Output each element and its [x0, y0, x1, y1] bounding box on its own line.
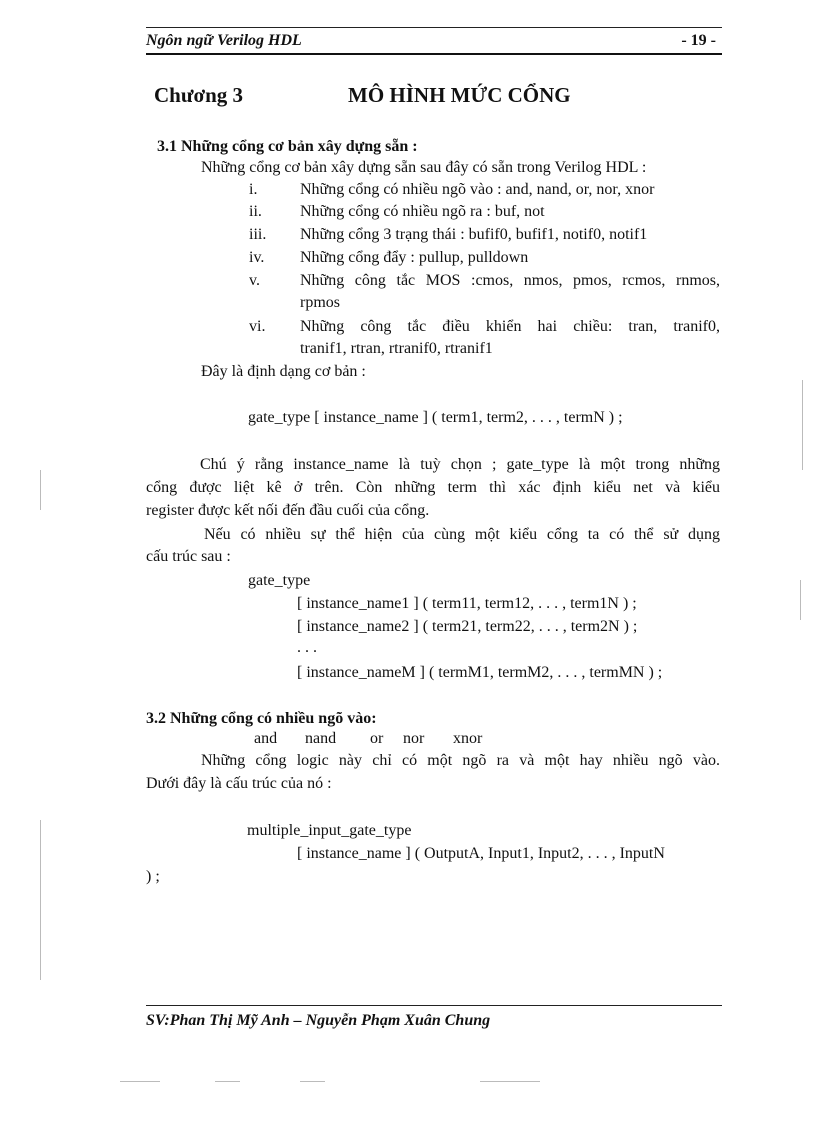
list-item-text: Những công tắc điều khiển hai chiều: tran, tranif0,	[300, 318, 720, 335]
gate-keyword: and	[254, 730, 278, 747]
list-item-number: v.	[249, 272, 260, 289]
header-bottom-rule	[146, 53, 722, 55]
footer-authors: SV:Phan Thị Mỹ Anh – Nguyễn Phạm Xuân Chung	[146, 1012, 491, 1029]
list-item-text: Những cổng đẩy : pullup, pulldown	[300, 249, 529, 266]
list-item-continuation: tranif1, rtran, rtranif0, rtranif1	[300, 340, 493, 357]
format-label: Đây là định dạng cơ bản :	[201, 363, 366, 380]
desc-line: Dưới đây là cấu trúc của nó :	[146, 775, 332, 792]
header-title: Ngôn ngữ Verilog HDL	[146, 32, 302, 49]
scan-mark	[40, 820, 41, 980]
gate-keyword: xnor	[453, 730, 483, 747]
list-item-number: iii.	[249, 226, 267, 243]
basic-syntax: gate_type [ instance_name ] ( term1, term2, . . . , termN ) ;	[248, 409, 623, 426]
note-line: register được kết nối đến đầu cuối của cổng.	[146, 502, 430, 519]
chapter-title: MÔ HÌNH MỨC CỔNG	[348, 83, 571, 107]
header-top-rule	[146, 27, 722, 28]
list-item-number: i.	[249, 181, 258, 198]
list-item-continuation: rpmos	[300, 294, 340, 311]
section-intro: Những cổng cơ bản xây dựng sẵn sau đây có sẵn trong Verilog HDL :	[201, 159, 647, 176]
scan-mark	[300, 1081, 325, 1082]
syntax-line: [ instance_name ] ( OutputA, Input1, Input2, . . . , InputN	[297, 845, 665, 862]
note-line: cổng được liệt kê ở trên. Còn những term thì xác định kiểu net và kiểu	[146, 479, 720, 496]
scan-mark	[800, 580, 801, 620]
multi-syntax-type: gate_type	[248, 572, 311, 589]
scan-mark	[802, 380, 803, 470]
multi-syntax-line: [ instance_nameM ] ( termM1, termM2, . . . , termMN ) ;	[297, 664, 663, 681]
list-item-text: Những công tắc MOS :cmos, nmos, pmos, rcmos, rnmos,	[300, 272, 720, 289]
scan-mark	[40, 470, 41, 510]
gate-keyword: nand	[305, 730, 337, 747]
syntax-end: ) ;	[146, 868, 160, 885]
list-item-number: iv.	[249, 249, 265, 266]
section-heading-3-1: 3.1 Những cổng cơ bản xây dựng sẵn :	[157, 138, 418, 155]
gate-keyword: or	[370, 730, 384, 747]
list-item-text: Những cổng có nhiều ngõ vào : and, nand, or, nor, xnor	[300, 181, 655, 198]
footer-rule	[146, 1005, 722, 1006]
scan-mark	[480, 1081, 540, 1082]
syntax-type: multiple_input_gate_type	[247, 822, 412, 839]
multi-syntax-line: [ instance_name1 ] ( term11, term12, . . . , term1N ) ;	[297, 595, 637, 612]
list-item-number: vi.	[249, 318, 266, 335]
scan-mark	[215, 1081, 240, 1082]
list-item-text: Những cổng 3 trạng thái : bufif0, bufif1, notif0, notif1	[300, 226, 648, 243]
page-number: - 19 -	[681, 32, 716, 49]
multi-syntax-ellipsis: . . .	[297, 639, 317, 656]
list-item-number: ii.	[249, 203, 262, 220]
multi-line: Nếu có nhiều sự thể hiện của cùng một kiểu cổng ta có thể sử dụng	[204, 526, 720, 543]
desc-line: Những cổng logic này chỉ có một ngõ ra và một hay nhiều ngõ vào.	[201, 752, 720, 769]
multi-line: cấu trúc sau :	[146, 548, 231, 565]
chapter-label: Chương 3	[154, 83, 244, 107]
scan-mark	[120, 1081, 160, 1082]
gate-keyword: nor	[403, 730, 425, 747]
section-heading-3-2: 3.2 Những cổng có nhiều ngõ vào:	[146, 710, 377, 727]
list-item-text: Những cổng có nhiều ngõ ra : buf, not	[300, 203, 545, 220]
note-line: Chú ý rằng instance_name là tuỳ chọn ; gate_type là một trong những	[200, 456, 720, 473]
multi-syntax-line: [ instance_name2 ] ( term21, term22, . . . , term2N ) ;	[297, 618, 638, 635]
